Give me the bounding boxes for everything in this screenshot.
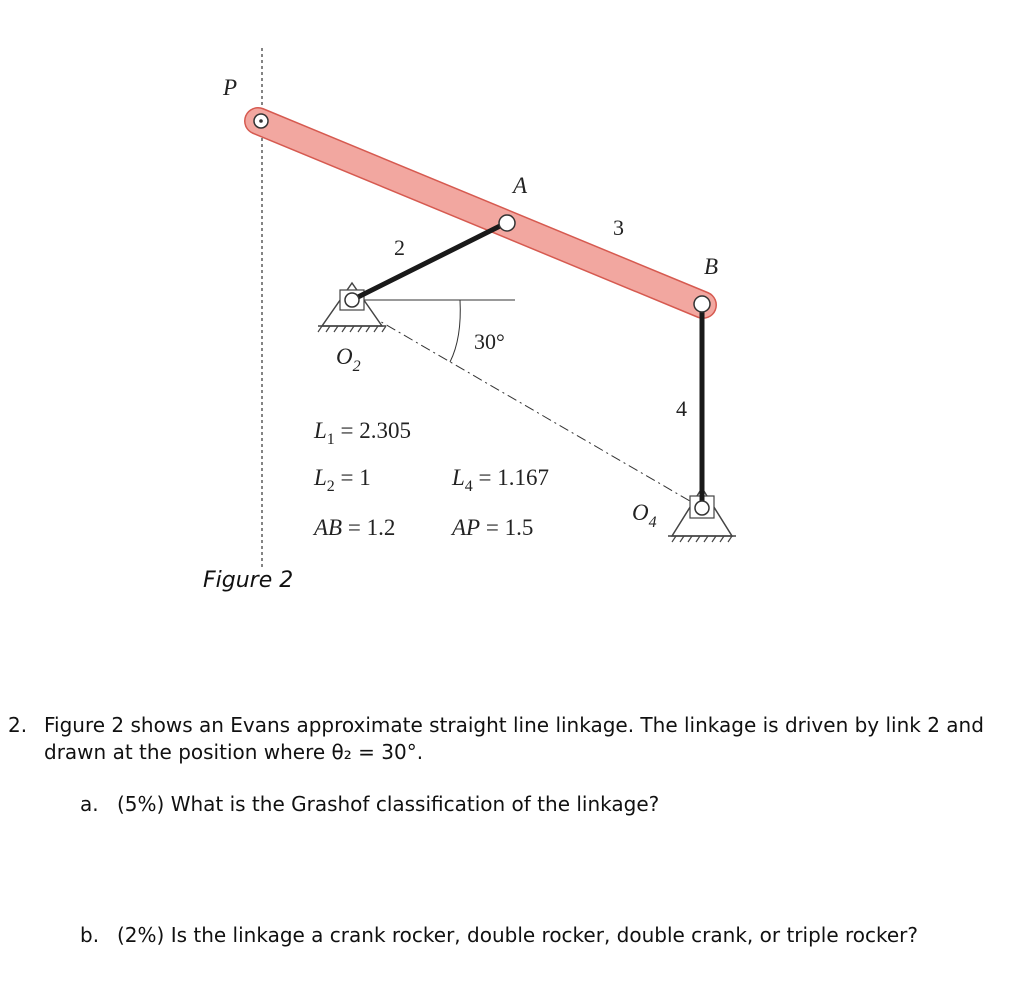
label-link-3: 3 <box>613 215 624 240</box>
label-p: P <box>223 75 238 100</box>
param-l4: $L_4 = 1.167$ <box>452 465 550 495</box>
pivot-o2 <box>345 293 359 307</box>
param-l2: $L_2 = 1$ <box>314 465 371 495</box>
label-link-4: 4 <box>676 396 687 421</box>
label-o2: $O_2$ <box>336 344 361 375</box>
question-number: 2. <box>8 713 28 737</box>
label-o4: $O_4$ <box>632 500 657 531</box>
question-text: Figure 2 shows an Evans approximate straight line linkage. The linkage is driven by link 2 and drawn at the position where θ₂ = 30°. <box>44 713 984 764</box>
param-ap: AP = 1.5 <box>452 515 534 540</box>
link-3-coupler <box>258 121 703 305</box>
label-b: B <box>704 254 719 279</box>
pivot-o4 <box>695 501 709 515</box>
pin-b <box>694 296 710 312</box>
param-l1: $L_1 = 2.305$ <box>314 418 412 448</box>
label-angle: 30° <box>474 329 505 354</box>
param-ab: AB = 1.2 <box>314 515 396 540</box>
part-a-letter: a. <box>80 792 99 816</box>
angle-arc <box>450 300 460 362</box>
label-a: A <box>513 173 528 198</box>
point-p-marker <box>254 114 268 128</box>
question-part-b <box>80 922 1008 949</box>
part-b-text: (2%) Is the linkage a crank rocker, double rocker, double crank, or triple rocker? <box>117 923 919 947</box>
figure-caption: Figure 2 <box>203 568 294 593</box>
question-2 <box>8 712 1008 949</box>
question-part-a <box>80 791 1008 818</box>
pin-a <box>499 215 515 231</box>
label-link-2: 2 <box>394 235 405 260</box>
part-b-letter: b. <box>80 923 100 947</box>
part-a-text: (5%) What is the Grashof classification of the linkage? <box>117 792 660 816</box>
link-2-crank <box>352 223 506 300</box>
